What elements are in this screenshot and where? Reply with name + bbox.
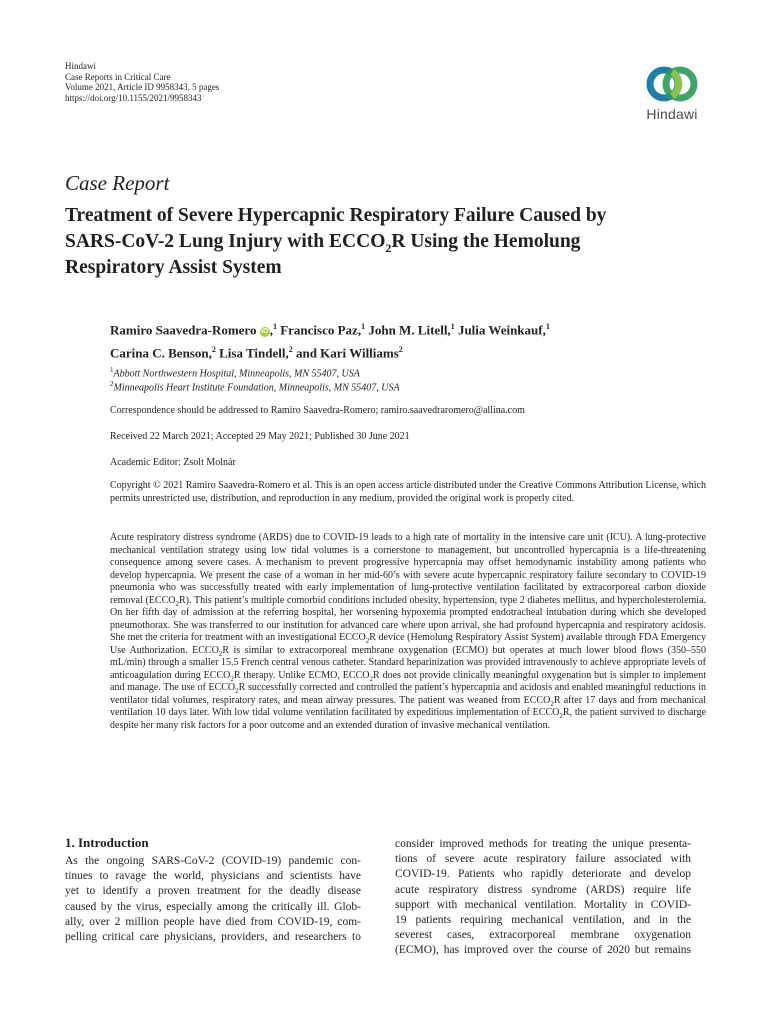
author-name[interactable]: Ramiro Saavedra-Romero [110, 322, 257, 338]
paragraph-line: acute respiratory distress syndrome (ARDS) require life [395, 883, 691, 896]
logo-wordmark: Hindawi [646, 106, 698, 122]
author-line-2: Carina C. Benson,$^2$ Lisa Tindell,$^2$ and Kari Williams$^2$ [110, 345, 403, 361]
paragraph-line: severest cases, extracorporeal membrane oxygenation [395, 929, 691, 942]
subscript: 2 [175, 599, 179, 608]
publisher-name: Hindawi [65, 61, 96, 71]
abstract-text: Acute respiratory distress syndrome (ARDS) due to COVID-19 leads to a high rate of mortality in the intensive care unit (ICU). A lung-protective mechanical ventilation strategy using low tidal volumes is a cornerstone to management, but uncontrolled hypercapnia is a life-threatening consequence among severe cases. A mechanism to prevent progressive hypercapnia may offset hemodynamic instability among patients who develop hypercapnia. We present the case of a woman in her mid-60’s with severe acute hypercapnic respiratory failure secondary to COVID-19 pneumonia who was successfully treated with early implementation of lung-protective ventilation facilitated by extracorporeal carbon dioxide removal (ECCO [110, 532, 706, 606]
author-list [110, 317, 710, 364]
intro-column-right [395, 837, 691, 959]
orcid-icon[interactable]: iD [261, 328, 269, 336]
paragraph-line: tions of severe acute respiratory failure associated with [395, 853, 691, 866]
intro-column-left [65, 854, 361, 945]
affiliation-1: $^1$Abbott Northwestern Hospital, Minneapolis, MN 55407, USA [110, 366, 360, 380]
correspondence: Correspondence should be addressed to Ramiro Saavedra-Romero; ramiro.saavedraromero@allina.com [110, 405, 525, 416]
author-name[interactable]: Lisa Tindell, [219, 345, 289, 361]
academic-editor: Academic Editor: Zsolt Molnár [110, 457, 236, 468]
subscript: 2 [365, 637, 370, 645]
abstract-text: R, the patient survived to discharge despite her many risk factors for a poor outcome and an extended duration of invasive mechanical ventilation. [110, 707, 707, 731]
paragraph-line: tinues to ravage the world, physicians and scientists have [65, 870, 361, 883]
doi-link[interactable]: https://doi.org/10.1155/2021/9958343 [65, 92, 202, 103]
subscript: 2 [559, 712, 563, 720]
author-name[interactable]: Francisco Paz, [280, 322, 362, 338]
paragraph-line: consider improved methods for treating the unique presenta- [395, 838, 691, 850]
paragraph-line: As the ongoing SARS-CoV-2 (COVID-19) pandemic con- [65, 855, 361, 867]
paragraph-line: yet to identify a proven treatment for the deadly disease [65, 885, 361, 898]
affiliation-2: $^2$Minneapolis Heart Institute Foundation, Minneapolis, MN 55407, USA [110, 380, 400, 394]
abstract-text: R is similar to extracorporeal membrane oxygenation (ECMO) but operates at much lower blood flows (350–550 mL/min) through a smaller 15.5 French central venous catheter. Standard heparinization was provided intravenously to achieve appropriate levels of anticoagulation during ECCO [110, 644, 706, 681]
paragraph-line: support with mechanical ventilation. Mortality in COVID- [395, 898, 691, 911]
hindawi-rings-icon [644, 62, 700, 106]
journal-header [65, 61, 219, 103]
journal-name: Case Reports in Critical Care [65, 71, 171, 82]
subscript: 2 [550, 699, 554, 708]
section-heading: 1. Introduction [65, 835, 149, 850]
author-name[interactable]: Carina C. Benson, [110, 345, 212, 361]
paragraph-line: COVID-19. Patients who rapidly deteriorate and develop [395, 868, 691, 881]
author-name[interactable]: Julia Weinkauf, [457, 322, 546, 338]
author-name[interactable]: John M. Litell, [368, 322, 451, 338]
abstract-text: R after 17 days and from mechanical ventilation 10 days later. With low tidal volume ventilation facilitated by expeditious implementation of ECCO [110, 694, 706, 718]
paragraph-line: caused by the virus, especially among the critically ill. Glob- [65, 900, 361, 913]
paragraph-line: ally, over 2 million people have died from COVID-19, com- [65, 915, 361, 928]
subscript: 2 [230, 674, 234, 683]
article-title [65, 203, 725, 281]
author-line-1: Ramiro Saavedra-Romero iD ,$^1$ Francisco Paz,$^1$ John M. Litell,$^1$ Julia Weinkauf,$^1$ [110, 322, 550, 338]
abstract-text: R does not provide clinically meaningful oxygenation but is simpler to implement and manage. The use of ECCO [110, 669, 706, 693]
abstract [110, 532, 706, 732]
paragraph-line: 19 patients requiring mechanical ventilation, and in the [395, 913, 691, 926]
volume-info: Volume 2021, Article ID 9958343, 5 pages [65, 82, 220, 92]
publication-dates: Received 22 March 2021; Accepted 29 May 2021; Published 30 June 2021 [110, 431, 410, 442]
subscript: 2 [235, 687, 239, 695]
paragraph-line: pelling critical care physicians, providers, and researchers to [65, 930, 361, 943]
abstract-text: R device (Hemolung Respiratory Assist System) available through FDA Emergency Use Authorization. ECCO [110, 632, 706, 656]
title-line-1: Treatment of Severe Hypercapnic Respiratory Failure Caused by [65, 205, 607, 226]
hindawi-logo [632, 62, 712, 134]
article-type: Case Report [65, 171, 170, 195]
abstract-text: R therapy. Unlike ECMO, ECCO [233, 669, 370, 681]
paragraph-line: (ECMO), has improved over the course of 2020 but remains [395, 944, 691, 957]
title-line-3: Respiratory Assist System [65, 257, 282, 278]
subscript: 2 [218, 649, 223, 658]
abstract-text: R successfully corrected and controlled the patient’s hypercapnia and acidosis and enabled meaningful reductions in ventilator tidal volumes, respiratory rates, and mean airway pressures. The patient was weaned from ECCO [110, 682, 707, 706]
title-line-2: SARS-CoV-2 Lung Injury with $ECCO_2R$ Using the Hemolung [65, 231, 581, 255]
copyright-notice: Copyright © 2021 Ramiro Saavedra-Romero et al. This is an open access article distributed under the Creative Commons Attribution License, which permits unrestricted use, distribution, and reproduction in any medium, provided the original work is properly cited. [110, 480, 706, 504]
subscript: 2 [369, 674, 373, 683]
abstract-text: R). This patient’s multiple comorbid conditions included obesity, hypertension, type 2 diabetes mellitus, and hypercholesterolemia. On her fifth day of admission at the referring hospital, her worsening hypoxemia prompted endotracheal intubation during which she developed pneumothorax. She was transferred to our institution for advanced care where upon arrival, she had profound hypercapnia and respiratory acidosis. She met the criteria for treatment with an investigational ECCO [110, 594, 707, 643]
author-name[interactable]: and Kari Williams [295, 345, 399, 361]
